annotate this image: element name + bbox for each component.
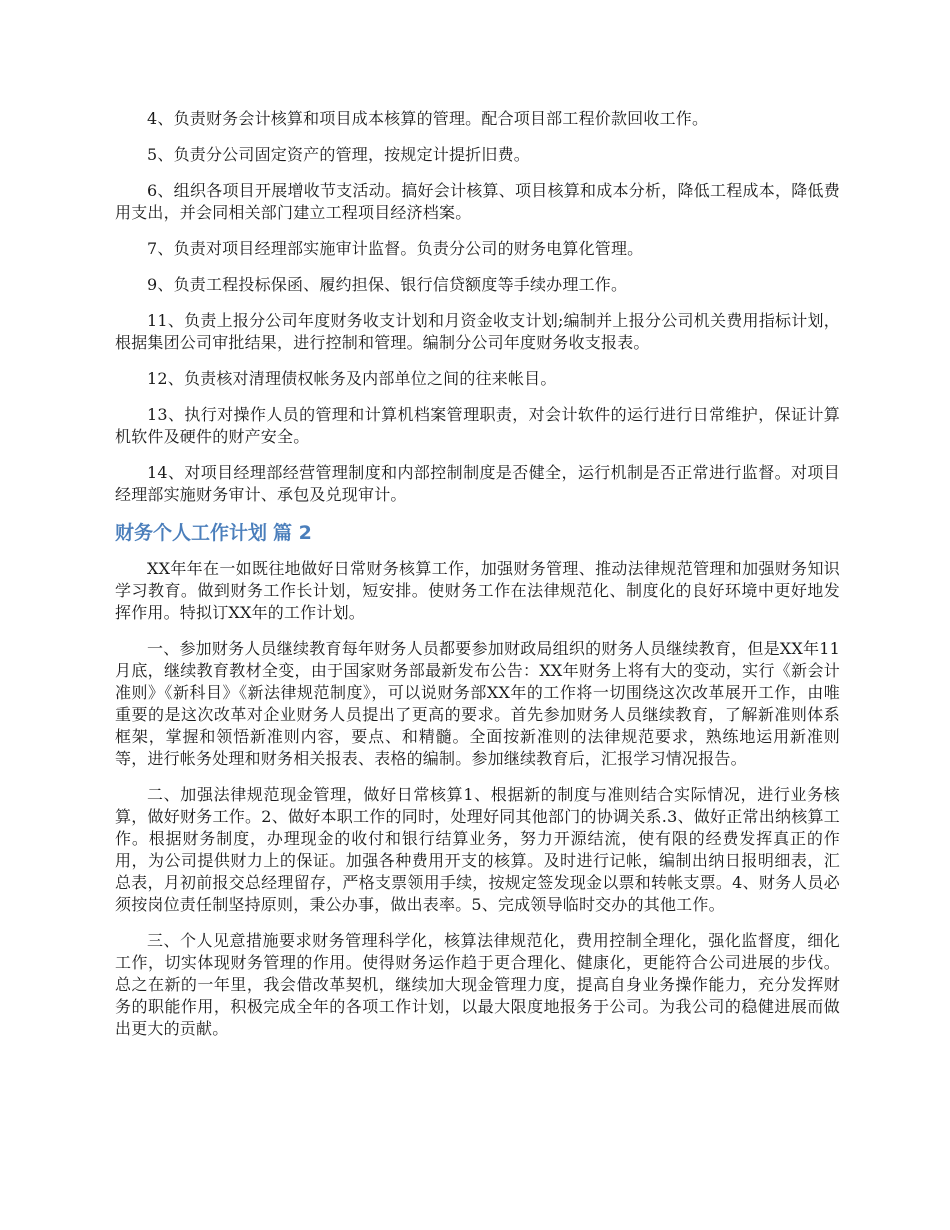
list-item-6: 6、组织各项目开展增收节支活动。搞好会计核算、项目核算和成本分析，降低工程成本，降低费用支出，并会同相关部门建立工程项目经济档案。 <box>115 181 840 222</box>
intro-paragraph: XX年年在一如既往地做好日常财务核算工作，加强财务管理、推动法律规范管理和加强财务知识学习教育。做到财务工作长计划，短安排。使财务工作在法律规范化、制度化的良好环境中更好地发挥作用。特拟订XX年的工作计划。 <box>115 559 840 622</box>
document-page <box>115 108 840 1054</box>
list-item-5: 5、负责分公司固定资产的管理，按规定计提折旧费。 <box>147 145 530 164</box>
paragraph-continuing-education: 一、参加财务人员继续教育每年财务人员都要参加财政局组织的财务人员继续教育，但是XX年11月底，继续教育教材全变，由于国家财务部最新发布公告：XX年财务上将有大的变动，实行《新会计准则》《新科目》《新法律规范制度》，可以说财务部XX年的工作将一切围绕这次改革展开工作，由唯重要的是这次改革对企业财务人员提出了更高的要求。首先参加财务人员继续教育，了解新准则体系框架，掌握和领悟新准则内容，要点、和精髓。全面按新准则的法律规范要求，熟练地运用新准则等，进行帐务处理和财务相关报表、表格的编制。参加继续教育后，汇报学习情况报告。 <box>115 639 840 768</box>
list-item-13: 13、执行对操作人员的管理和计算机档案管理职责，对会计软件的运行进行日常维护，保证计算机软件及硬件的财产安全。 <box>115 405 840 446</box>
list-item-12: 12、负责核对清理债权帐务及内部单位之间的往来帐目。 <box>147 369 557 388</box>
paragraph-cash-management: 二、加强法律规范现金管理，做好日常核算1、根据新的制度与准则结合实际情况，进行业务核算，做好财务工作。2、做好本职工作的同时，处理好同其他部门的协调关系.3、做好正常出纳核算工作。根据财务制度，办理现金的收付和银行结算业务，努力开源结流，使有限的经费发挥真正的作用，为公司提供财力上的保证。加强各种费用开支的核算。及时进行记帐，编制出纳日报明细表，汇总表，月初前报交总经理留存，严格支票领用手续，按规定签发现金以票和转帐支票。4、财务人员必须按岗位责任制坚持原则，秉公办事，做出表率。5、完成领导临时交办的其他工作。 <box>115 785 840 914</box>
paragraph-personal-measures: 三、个人见意措施要求财务管理科学化，核算法律规范化，费用控制全理化，强化监督度，细化工作，切实体现财务管理的作用。使得财务运作趋于更合理化、健康化，更能符合公司进展的步伐。总之在新的一年里，我会借改革契机，继续加大现金管理力度，提高自身业务操作能力，充分发挥财务的职能作用，积极完成全年的各项工作计划，以最大限度地报务于公司。为我公司的稳健进展而做出更大的贡献。 <box>115 931 840 1038</box>
list-item-7: 7、负责对项目经理部实施审计监督。负责分公司的财务电算化管理。 <box>147 239 644 258</box>
list-item-11: 11、负责上报分公司年度财务收支计划和月资金收支计划;编制并上报分公司机关费用指标计划，根据集团公司审批结果，进行控制和管理。编制分公司年度财务收支报表。 <box>115 311 840 352</box>
section-heading-title: 财务个人工作计划 <box>115 522 268 544</box>
section-heading <box>115 520 840 546</box>
list-item-9: 9、负责工程投标保函、履约担保、银行信贷额度等手续办理工作。 <box>147 275 628 294</box>
list-item-4: 4、负责财务会计核算和项目成本核算的管理。配合项目部工程价款回收工作。 <box>147 109 709 128</box>
list-item-14: 14、对项目经理部经营管理制度和内部控制制度是否健全，运行机制是否正常进行监督。对项目经理部实施财务审计、承包及兑现审计。 <box>115 463 840 504</box>
section-heading-number: 篇 2 <box>273 522 312 544</box>
